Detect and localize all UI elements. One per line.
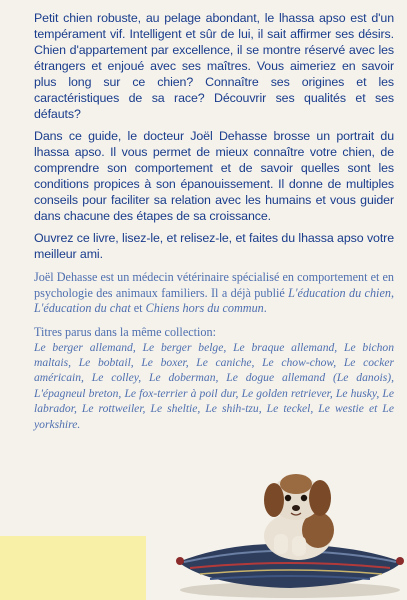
puppy: [264, 474, 334, 560]
intro-paragraph-2: Dans ce guide, le docteur Joël Dehasse brosse un portrait du lhassa apso. Il vous permet de mieux connaître votre chien, de comprendre son comportement et de savoir quelles sont les conditions propices à son épanouissement. Il donne de multiples conseils pour faciliter sa relation avec les humains et vous guider dans chacune des étapes de sa croissance.: [34, 129, 394, 223]
puppy-on-cushion-image: [170, 450, 407, 600]
book-title-education-chat: L'éducation du chat: [34, 301, 131, 315]
collection-titles: Le berger allemand, Le berger belge, Le braque allemand, Le bichon maltais, Le bobtail, Le boxer, Le caniche, Le chow-chow, Le cocker américain, Le colley, Le doberman, Le dogue allemand (Le danois), L'épagneul breton, Le fox-terrier à poil dur, Le golden retriever, Le husky, Le labrador, Le rottweiler, Le sheltie, Le shih-tzu, Le teckel, Le westie et Le yorkshire.: [34, 340, 394, 431]
collection-heading: Titres parus dans la même collection:: [34, 324, 216, 339]
book-title-education-chien: L'éducation du chien: [288, 285, 391, 300]
intro-paragraph-3: Ouvrez ce livre, lisez-le, et relisez-le, et faites du lhassa apso votre meilleur ami.: [34, 231, 394, 261]
intro-paragraph-1: Petit chien robuste, au pelage abondant, le lhassa apso est d'un tempérament vif. Intelligent et sûr de lui, il sait affirmer ses désirs. Chien d'appartement par excellence, il se montre réservé avec les étrangers et enjoué avec ses maîtres. Vous aimeriez en savoir plus long sur ce chien? Connaître ses origines et les caractéristiques de sa race? Découvrir ses qualités et ses défauts?: [34, 11, 394, 121]
author-bio-text: Joël Dehasse est un médecin vétérinaire spécialisé en comportement et en psychologie des animaux familiers. Il a déjà publié: [34, 270, 394, 300]
back-cover-text: [34, 10, 394, 432]
yellow-corner-swatch: [0, 536, 146, 600]
author-bio: Joël Dehasse est un médecin vétérinaire spécialisé en comportement et en psychologie des animaux familiers. Il a déjà publié L'éducation du chien, L'éducation du chat et Chiens hors du commun.: [34, 270, 394, 315]
book-title-chiens-hors-du-commun: Chiens hors du commun: [145, 301, 264, 315]
